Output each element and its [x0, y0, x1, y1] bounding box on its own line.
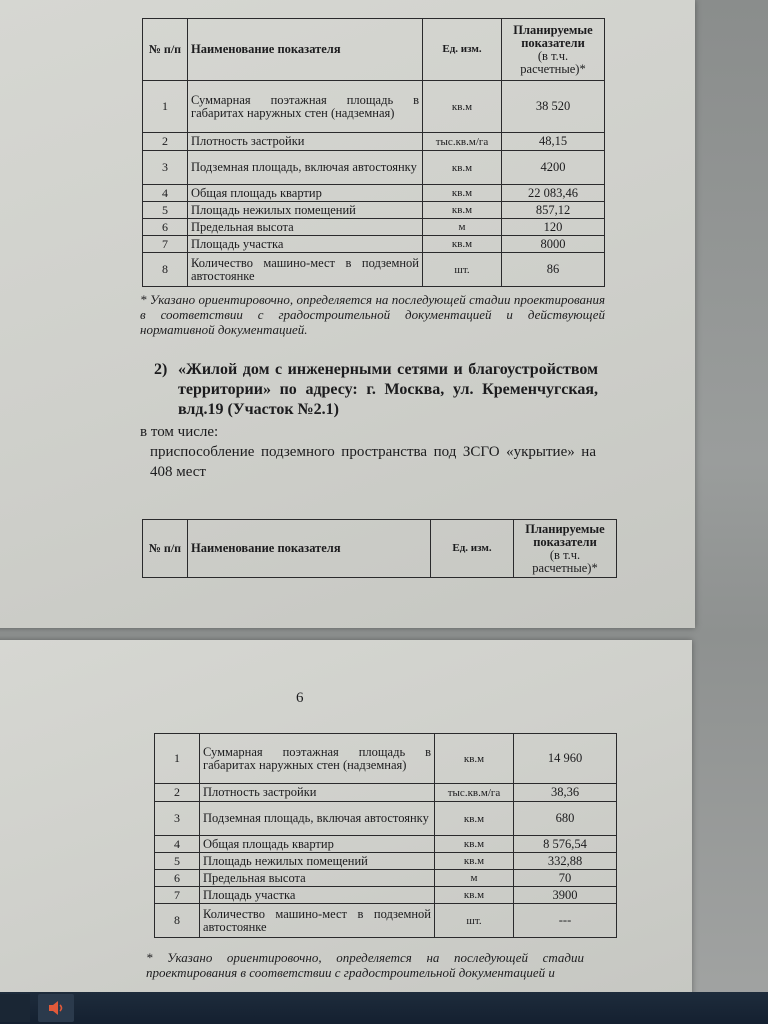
page-number: 6 — [296, 690, 304, 706]
header-num: № п/п — [143, 19, 188, 81]
row-unit: тыс.кв.м/га — [423, 133, 502, 151]
table-header-row — [143, 19, 605, 81]
row-name: Общая площадь квартир — [188, 185, 423, 202]
header-value — [502, 19, 605, 81]
table-row — [143, 81, 605, 133]
table-row — [143, 219, 605, 236]
section-heading — [154, 360, 598, 420]
table-row — [155, 904, 617, 938]
row-num: 4 — [155, 836, 200, 853]
row-value: 22 083,46 — [502, 185, 605, 202]
row-num: 1 — [155, 734, 200, 784]
taskbar-start-area[interactable] — [0, 994, 30, 1022]
row-num: 5 — [155, 853, 200, 870]
header-name: Наименование показателя — [188, 520, 431, 578]
row-num: 4 — [143, 185, 188, 202]
table-row — [155, 870, 617, 887]
row-num: 8 — [155, 904, 200, 938]
row-value: 38,36 — [514, 784, 617, 802]
indicators-table-2-header — [142, 519, 617, 578]
row-name: Количество машино-мест в подземной автостоянке — [188, 253, 423, 287]
header-value-title: Планируемые показатели — [525, 521, 605, 549]
row-num: 6 — [155, 870, 200, 887]
row-num: 6 — [143, 219, 188, 236]
table-row — [143, 151, 605, 185]
row-num: 5 — [143, 202, 188, 219]
row-name: Количество машино-мест в подземной автостоянке — [200, 904, 435, 938]
row-name: Площадь нежилых помещений — [200, 853, 435, 870]
table-row — [155, 784, 617, 802]
taskbar-app-button[interactable] — [38, 994, 74, 1022]
row-num: 3 — [155, 802, 200, 836]
row-name: Площадь участка — [188, 236, 423, 253]
table-row — [155, 836, 617, 853]
table-row — [143, 202, 605, 219]
row-unit: кв.м — [423, 81, 502, 133]
row-value: 8000 — [502, 236, 605, 253]
row-unit: шт. — [423, 253, 502, 287]
header-value — [514, 520, 617, 578]
row-name: Подземная площадь, включая автостоянку — [200, 802, 435, 836]
row-value: 120 — [502, 219, 605, 236]
row-value: 4200 — [502, 151, 605, 185]
row-value: --- — [514, 904, 617, 938]
row-unit: м — [435, 870, 514, 887]
section-title: «Жилой дом с инженерными сетями и благоустройством территории» по адресу: г. Москва, ул. Кременчугская, влд.19 (Участок №2.1) — [178, 361, 598, 418]
row-value: 857,12 — [502, 202, 605, 219]
row-name: Площадь нежилых помещений — [188, 202, 423, 219]
section-detail: приспособление подземного пространства под ЗСГО «укрытие» на 408 мест — [150, 444, 596, 480]
row-name: Предельная высота — [200, 870, 435, 887]
row-value: 332,88 — [514, 853, 617, 870]
row-name: Суммарная поэтажная площадь в габаритах наружных стен (надземная) — [200, 734, 435, 784]
header-unit: Ед. изм. — [423, 19, 502, 81]
table-row — [143, 185, 605, 202]
header-unit: Ед. изм. — [431, 520, 514, 578]
row-name: Подземная площадь, включая автостоянку — [188, 151, 423, 185]
row-value: 70 — [514, 870, 617, 887]
header-name: Наименование показателя — [188, 19, 423, 81]
header-value-title: Планируемые показатели — [513, 22, 593, 50]
table-row — [143, 253, 605, 287]
row-name: Плотность застройки — [188, 133, 423, 151]
row-unit: м — [423, 219, 502, 236]
row-unit: кв.м — [435, 802, 514, 836]
row-num: 7 — [155, 887, 200, 904]
row-num: 7 — [143, 236, 188, 253]
footnote: * Указано ориентировочно, определяется на последующей стадии проектирования в соответствии с градостроительной документацией и действующей нормативной документацией. — [140, 292, 605, 337]
row-num: 8 — [143, 253, 188, 287]
table-row — [155, 734, 617, 784]
row-value: 86 — [502, 253, 605, 287]
row-value: 48,15 — [502, 133, 605, 151]
row-unit: кв.м — [423, 236, 502, 253]
row-value: 3900 — [514, 887, 617, 904]
indicators-table-1 — [142, 18, 605, 287]
including-label: в том числе: — [140, 424, 219, 440]
footnote: * Указано ориентировочно, определяется на последующей стадии проектирования в соответствии с градостроительной документацией и — [146, 950, 584, 980]
row-num: 2 — [143, 133, 188, 151]
row-unit: кв.м — [435, 887, 514, 904]
row-num: 1 — [143, 81, 188, 133]
header-num: № п/п — [143, 520, 188, 578]
section-number: 2) — [154, 361, 168, 378]
table-row — [155, 887, 617, 904]
header-value-note: (в т.ч. расчетные)* — [520, 48, 586, 76]
row-unit: кв.м — [423, 185, 502, 202]
row-unit: кв.м — [423, 151, 502, 185]
header-value-note: (в т.ч. расчетные)* — [532, 547, 598, 575]
row-unit: кв.м — [435, 836, 514, 853]
table-row — [155, 802, 617, 836]
indicators-table-2 — [154, 733, 617, 938]
row-unit: кв.м — [435, 853, 514, 870]
table-row — [143, 133, 605, 151]
row-unit: тыс.кв.м/га — [435, 784, 514, 802]
table-row — [143, 236, 605, 253]
row-value: 8 576,54 — [514, 836, 617, 853]
row-name: Площадь участка — [200, 887, 435, 904]
table-row — [155, 853, 617, 870]
table-header-row — [143, 520, 617, 578]
row-value: 680 — [514, 802, 617, 836]
audio-speaker-icon — [47, 999, 65, 1022]
row-num: 3 — [143, 151, 188, 185]
row-unit: кв.м — [435, 734, 514, 784]
row-name: Общая площадь квартир — [200, 836, 435, 853]
row-name: Предельная высота — [188, 219, 423, 236]
row-name: Плотность застройки — [200, 784, 435, 802]
row-value: 38 520 — [502, 81, 605, 133]
row-name: Суммарная поэтажная площадь в габаритах наружных стен (надземная) — [188, 81, 423, 133]
row-value: 14 960 — [514, 734, 617, 784]
taskbar — [0, 992, 768, 1024]
row-unit: кв.м — [423, 202, 502, 219]
row-num: 2 — [155, 784, 200, 802]
row-unit: шт. — [435, 904, 514, 938]
